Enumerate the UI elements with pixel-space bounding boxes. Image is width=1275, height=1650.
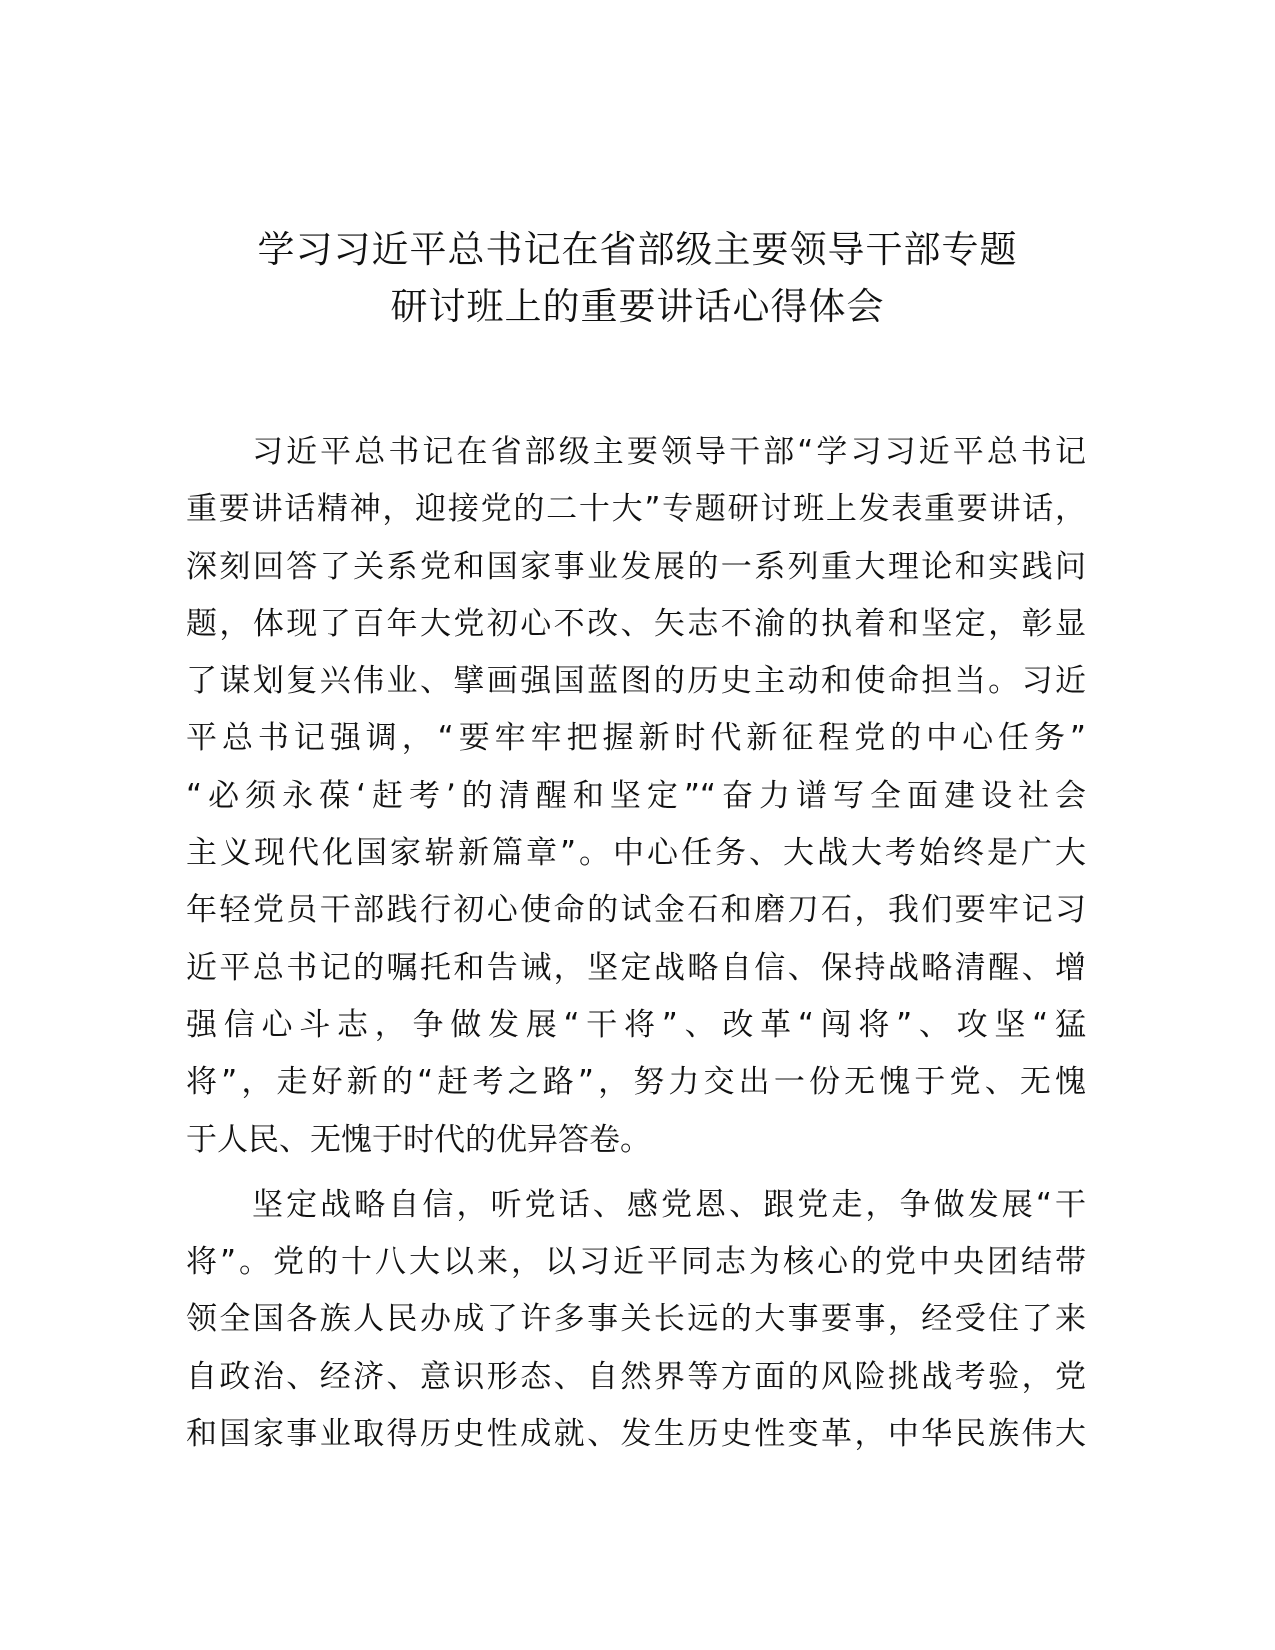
text-line: 平总书记强调，“要牢牢把握新时代新征程党的中心任务” [186, 720, 1086, 757]
title-line-2: 研讨班上的重要讲话心得体会 [390, 285, 885, 328]
paragraph-2 [186, 1177, 1086, 1463]
text-line: 了谋划复兴伟业、擘画强国蓝图的历史主动和使命担当。习近 [186, 663, 1086, 700]
text-line: “必须永葆‘赶考’的清醒和坚定”“奋力谱写全面建设社会 [186, 777, 1086, 814]
text-line: 领全国各族人民办成了许多事关长远的大事要事，经受住了来 [186, 1301, 1086, 1338]
text-line: 主义现代化国家崭新篇章”。中心任务、大战大考始终是广大 [186, 835, 1086, 872]
text-line: 将”。党的十八大以来，以习近平同志为核心的党中央团结带 [186, 1244, 1086, 1281]
text-line: 坚定战略自信，听党话、感党恩、跟党走，争做发展“干 [252, 1186, 1086, 1223]
text-line: 习近平总书记在省部级主要领导干部“学习习近平总书记 [252, 434, 1086, 470]
paragraph-1 [186, 424, 1086, 1169]
title-line-1: 学习习近平总书记在省部级主要领导干部专题 [257, 228, 1018, 271]
text-line: 重要讲话精神，迎接党的二十大”专题研讨班上发表重要讲话， [186, 491, 1086, 528]
text-line: 自政治、经济、意识形态、自然界等方面的风险挑战考验，党 [186, 1358, 1086, 1395]
document-body [186, 424, 1086, 1471]
text-line: 和国家事业取得历史性成就、发生历史性变革，中华民族伟大 [186, 1416, 1086, 1453]
text-line: 于人民、无愧于时代的优异答卷。 [186, 1121, 651, 1158]
text-line: 近平总书记的嘱托和告诫，坚定战略自信、保持战略清醒、增 [186, 949, 1086, 986]
text-line: 将”，走好新的“赶考之路”，努力交出一份无愧于党、无愧 [186, 1064, 1086, 1101]
document-title [150, 221, 1125, 335]
text-line: 深刻回答了关系党和国家事业发展的一系列重大理论和实践问 [186, 548, 1086, 585]
text-line: 强信心斗志，争做发展“干将”、改革“闯将”、攻坚“猛 [186, 1006, 1086, 1043]
text-line: 题，体现了百年大党初心不改、矢志不渝的执着和坚定，彰显 [186, 605, 1086, 642]
text-line: 年轻党员干部践行初心使命的试金石和磨刀石，我们要牢记习 [186, 892, 1086, 929]
